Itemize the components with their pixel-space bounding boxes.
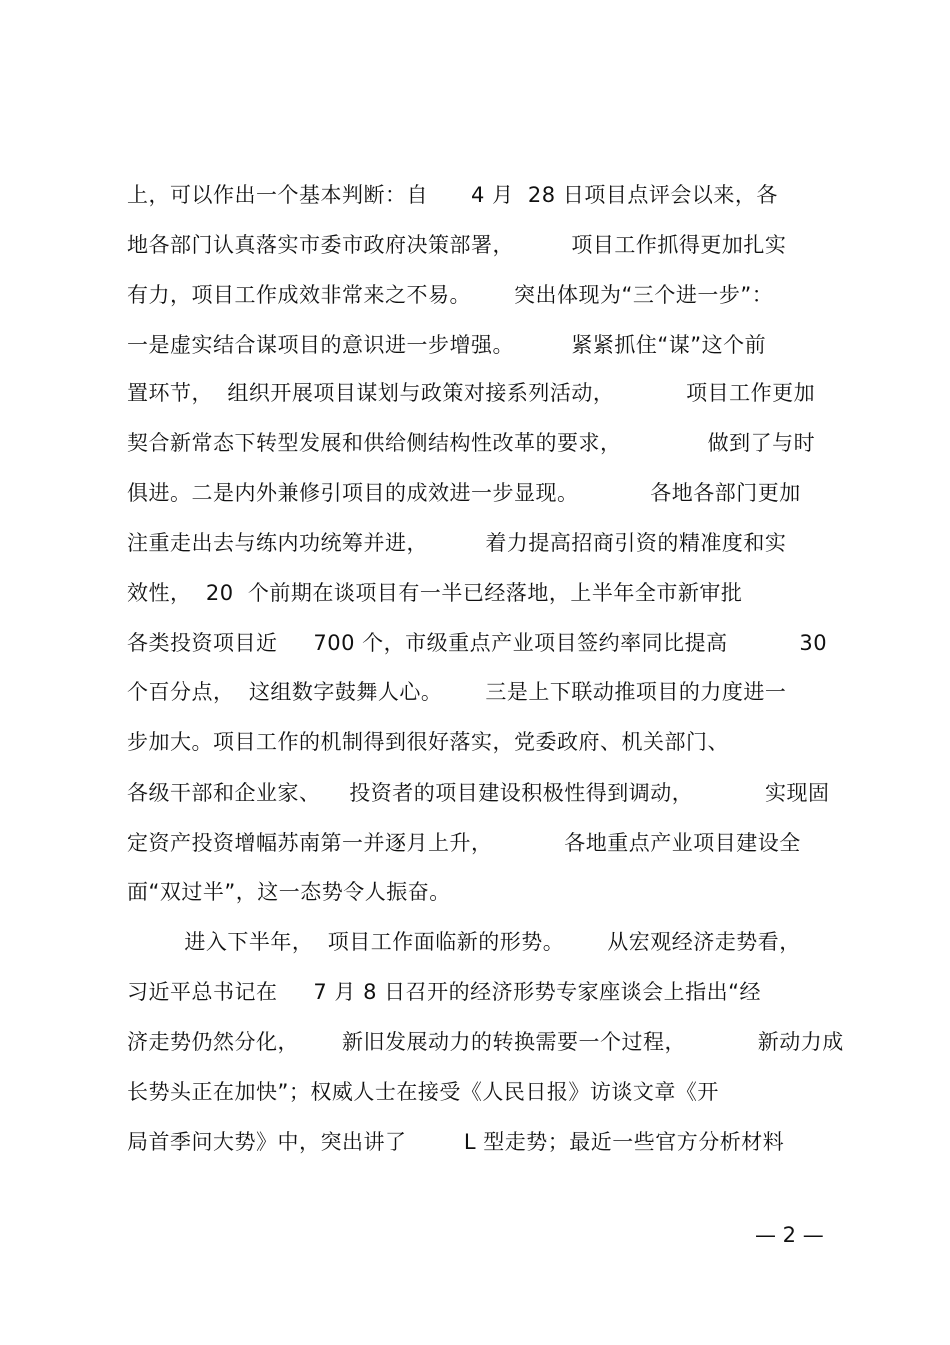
text-line-13: 各级干部和企业家、 投资者的项目建设积极性得到调动， 实现固: [127, 781, 830, 805]
text-line-14: 定资产投资增幅苏南第一并逐月上升， 各地重点产业项目建设全: [127, 831, 801, 855]
text-line-2: 地各部门认真落实市委市政府决策部署， 项目工作抓得更加扎实: [127, 233, 787, 257]
text-line-8: 注重走出去与练内功统筹并进， 着力提高招商引资的精准度和实: [127, 531, 787, 555]
text-line-1: 上，可以作出一个基本判断：自 4 月 28 日项目点评会以来，各: [127, 183, 778, 207]
text-line-18: 济走势仍然分化， 新旧发展动力的转换需要一个过程， 新动力成: [127, 1030, 844, 1054]
text-line-20: 局首季问大势》中，突出讲了 L 型走势；最近一些官方分析材料: [127, 1130, 785, 1154]
text-line-16: 进入下半年， 项目工作面临新的形势。 从宏观经济走势看，: [127, 930, 801, 954]
text-line-5: 置环节， 组织开展项目谋划与政策对接系列活动， 项目工作更加: [127, 381, 816, 405]
text-line-7: 俱进。二是内外兼修引项目的成效进一步显现。 各地各部门更加: [127, 481, 801, 505]
text-line-12: 步加大。项目工作的机制得到很好落实，党委政府、机关部门、: [127, 730, 729, 754]
text-line-6: 契合新常态下转型发展和供给侧结构性改革的要求， 做到了与时: [127, 431, 816, 455]
text-line-17: 习近平总书记在 7 月 8 日召开的经济形势专家座谈会上指出“经: [127, 980, 762, 1004]
text-line-10: 各类投资项目近 700 个，市级重点产业项目签约率同比提高 30: [127, 631, 828, 655]
text-line-3: 有力，项目工作成效非常来之不易。 突出体现为“三个进一步”：: [127, 283, 774, 307]
page-number: — 2 —: [755, 1223, 824, 1247]
text-line-4: 一是虚实结合谋项目的意识进一步增强。 紧紧抓住“谋”这个前: [127, 333, 767, 357]
text-line-11: 个百分点， 这组数字鼓舞人心。 三是上下联动推项目的力度进一: [127, 680, 787, 704]
text-line-9: 效性， 20 个前期在谈项目有一半已经落地，上半年全市新审批: [127, 581, 743, 605]
text-line-15: 面“双过半”，这一态势令人振奋。: [127, 880, 451, 904]
text-line-19: 长势头正在加快”；权威人士在接受《人民日报》访谈文章《开: [127, 1080, 719, 1104]
